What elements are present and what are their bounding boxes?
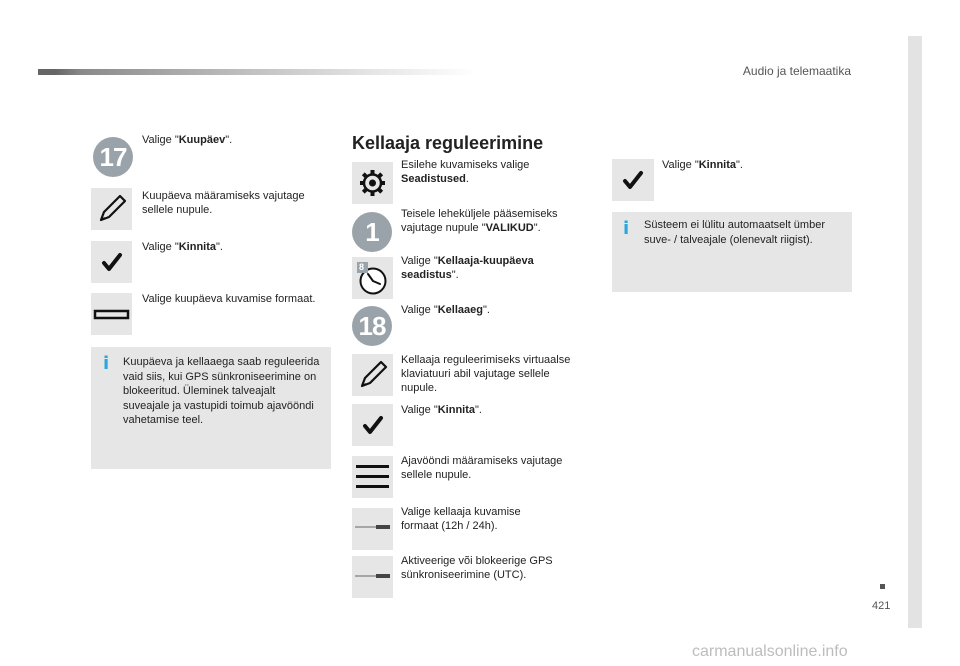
confirm-row-text: Valige "Kinnita". <box>142 241 223 253</box>
slider-icon <box>352 508 393 550</box>
format-row-text: Valige kuupäeva kuvamise formaat. <box>142 293 316 305</box>
checkmark-icon <box>352 404 393 446</box>
gear-icon <box>352 162 393 204</box>
timezone-text: Ajavööndi määramiseks vajutage sellele nupule. <box>401 455 563 481</box>
time-format-switch[interactable] <box>352 508 393 550</box>
info-text-left: Kuupäeva ja kellaaega saab reguleerida vaid siis, kui GPS sünkroniseerimine on blokeeritud. Üleminek talveajalt suveajale ja vastupidi toimub ajavööndi vahetamise teel. <box>123 356 320 426</box>
time-confirm-text: Valige "Kinnita". <box>401 404 482 416</box>
step-badge-17 <box>93 137 133 177</box>
pencil-icon <box>91 188 132 230</box>
clock-settings-text: Valige "Kellaaja-kuupäeva seadistus". <box>401 255 534 281</box>
format-toggle-button[interactable] <box>91 293 132 335</box>
settings-text: Esilehe kuvamiseks valige Seadistused. <box>401 159 530 185</box>
checkmark-icon <box>612 159 654 201</box>
time-confirm-button[interactable] <box>352 404 393 446</box>
info-box-right <box>612 212 852 292</box>
clock-badge-number: 8 <box>359 262 365 272</box>
step-17-text: Valige "Kuupäev". <box>142 134 233 146</box>
final-confirm-button[interactable] <box>612 159 654 201</box>
slider-icon <box>352 556 393 598</box>
confirm-button[interactable] <box>91 241 132 283</box>
gps-sync-text: Aktiveerige või blokeerige GPS sünkroniseerimine (UTC). <box>401 555 553 581</box>
pencil-icon <box>352 354 393 396</box>
info-text-right: Süsteem ei lülitu automaatselt ümber suve- / talveajale (olenevalt riigist). <box>644 219 825 246</box>
clock-settings-button[interactable] <box>352 257 393 299</box>
info-box-left <box>91 347 331 469</box>
step-badge-number: 1 <box>365 216 379 247</box>
step-badge-1 <box>352 212 392 252</box>
step-badge-18 <box>352 306 392 346</box>
time-format-text: Valige kellaaja kuvamise formaat (12h / 24h). <box>401 506 521 532</box>
watermark: carmanualsonline.info <box>692 643 848 660</box>
step-1-text: Teisele leheküljele pääsemiseks vajutage nupule "VALIKUD". <box>401 208 558 234</box>
page-sidebar-strip <box>908 36 922 628</box>
info-icon: i <box>103 353 110 374</box>
menu-lines-icon <box>352 456 393 498</box>
toggle-bar-icon <box>91 293 132 335</box>
timezone-button[interactable] <box>352 456 393 498</box>
page-number: 421 <box>872 600 891 612</box>
step-badge-number: 17 <box>99 141 127 172</box>
gps-sync-switch[interactable] <box>352 556 393 598</box>
header-gradient-bar <box>38 69 478 75</box>
pencil-button[interactable] <box>91 188 132 230</box>
pencil-row-text: Kuupäeva määramiseks vajutage sellele nupule. <box>142 190 305 216</box>
settings-button[interactable] <box>352 162 393 204</box>
page-marker <box>880 584 885 589</box>
time-pencil-text: Kellaaja reguleerimiseks virtuaalse klaviatuuri abil vajutage sellele nupule. <box>401 354 571 394</box>
final-confirm-text: Valige "Kinnita". <box>662 159 743 171</box>
info-icon: i <box>623 218 630 239</box>
checkmark-icon <box>91 241 132 283</box>
section-heading: Kellaaja reguleerimine <box>352 133 544 153</box>
step-18-text: Valige "Kellaaeg". <box>401 304 490 316</box>
time-pencil-button[interactable] <box>352 354 393 396</box>
step-badge-number: 18 <box>358 310 386 341</box>
section-title: Audio ja telemaatika <box>742 64 851 78</box>
